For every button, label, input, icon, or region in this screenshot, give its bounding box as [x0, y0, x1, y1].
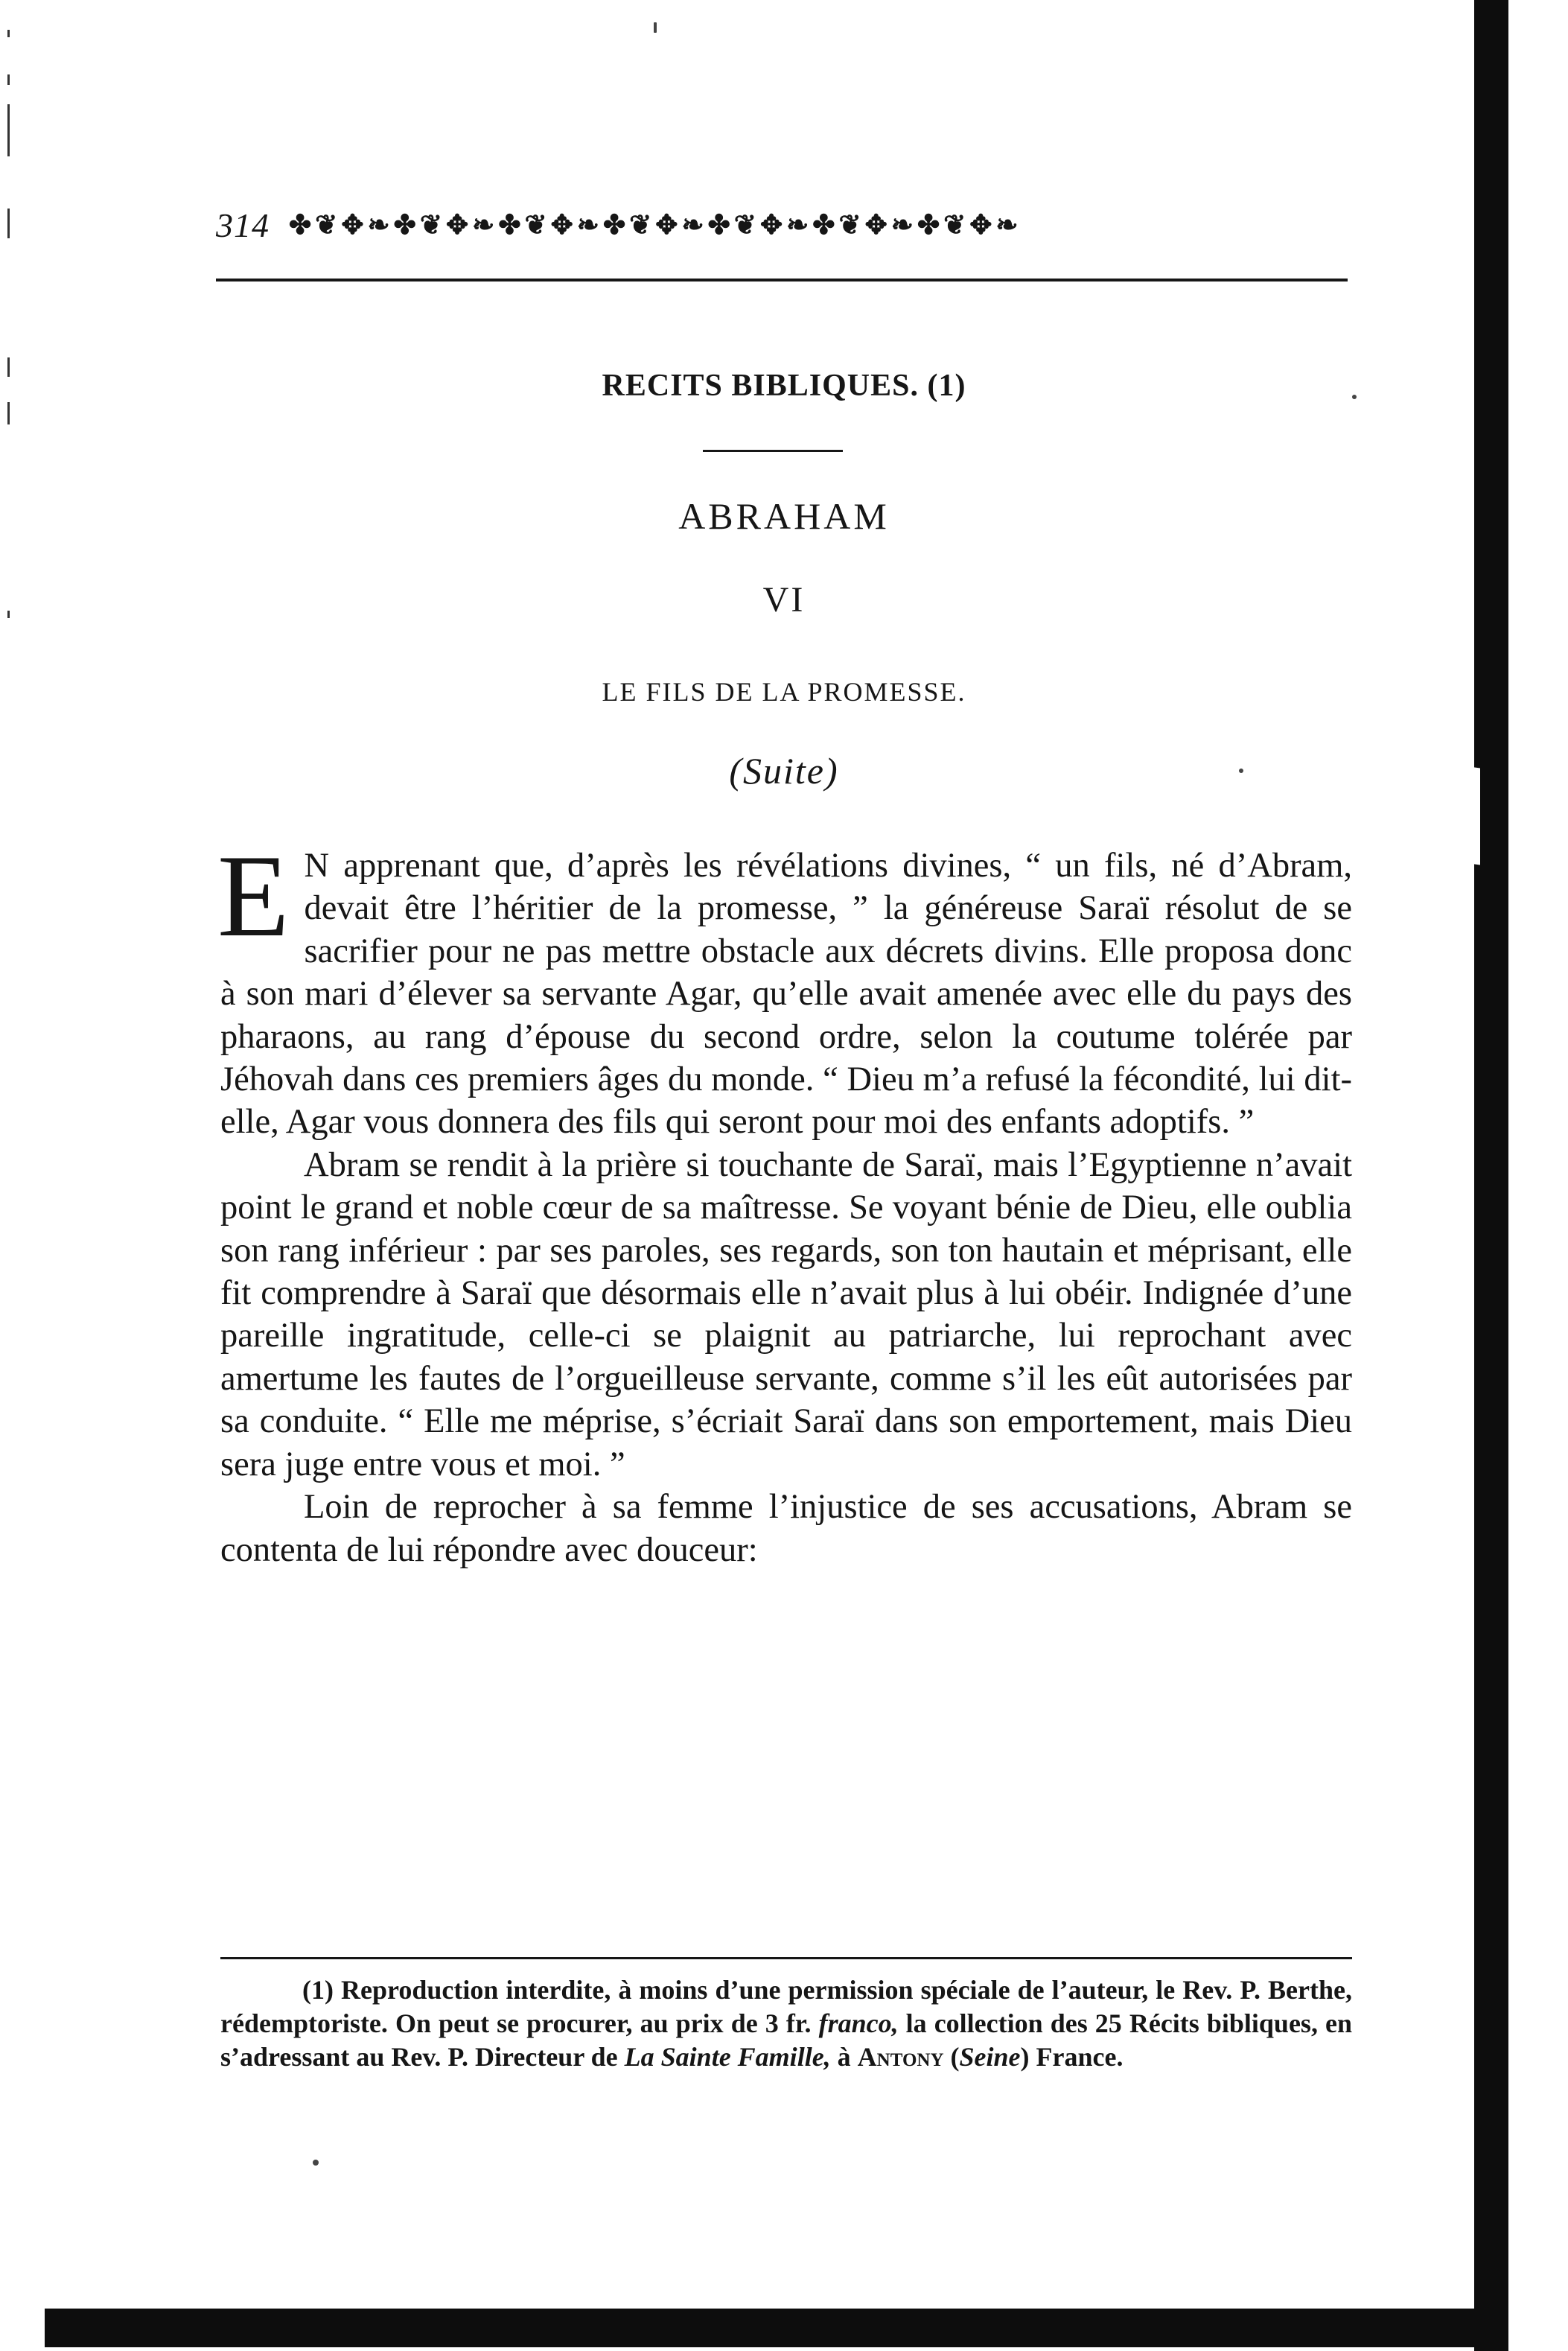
- footnote-franco: franco,: [818, 2008, 899, 2038]
- header-rule: [216, 279, 1348, 281]
- body-text: [217, 831, 1352, 1571]
- footnote-text: Reproduction interdite, à moins d’une permission spéciale de l’auteur, le Rev. P. Berthe, rédemptoriste. On peut se procurer, au prix de 3 fr.: [220, 1975, 1353, 2038]
- paragraph: Abram se rendit à la prière si touchante de Saraï, mais l’Egyptienne n’avait point le grand et noble cœur de sa maîtresse. Se voyant bénie de Dieu, elle oublia son rang inférieur : par ses paroles, ses regards, son ton hautain et méprisant, elle fit comprendre à Saraï que désormais elle n’avait plus à lui obéir. Indignée d’une pareille ingratitude, celle-ci se plaignit au patriarche, lui reprochant avec amertume les fautes de l’orgueilleuse servante, comme s’il les eût autorisées par sa conduite. “ Elle me méprise, s’écriait Saraï dans son emportement, mais Dieu sera juge entre vous et moi. ”: [220, 1145, 1352, 1483]
- title-rule: [703, 450, 843, 452]
- header-ornament: ✤❦✥❧✤❦✥❧✤❦✥❧✤❦✥❧✤❦✥❧✤❦✥❧✤❦✥❧: [289, 210, 1022, 240]
- paragraph: Loin de reprocher à sa femme l’injustice de ses accusations, Abram se contenta de lui répondre avec douceur:: [220, 1488, 1352, 1569]
- footnote-text: ) France.: [1020, 2042, 1124, 2072]
- page-number: 314: [216, 206, 270, 244]
- chapter-title: LE FILS DE LA PROMESSE.: [602, 677, 966, 707]
- footnote-rule: [220, 1957, 1352, 1959]
- scan-border-right: [1474, 0, 1508, 2351]
- footnote-marker: (1): [302, 1975, 334, 2005]
- section-title: RECITS BIBLIQUES. (1): [602, 369, 966, 403]
- footnote-place: Antony: [857, 2042, 944, 2072]
- scan-speck: [313, 2160, 319, 2166]
- footnote-publication: La Sainte Famille,: [624, 2042, 831, 2072]
- chapter-number: VI: [762, 580, 806, 620]
- scan-speck: [654, 22, 657, 33]
- running-head: [216, 203, 1348, 247]
- scan-border-bottom: [45, 2309, 1508, 2347]
- footnote-department: Seine: [959, 2042, 1021, 2072]
- footnote-text: la collection des 25 Récits bibliques, en s’adressant au Rev. P. Directeur de: [220, 2008, 1353, 2072]
- footnote: [220, 1973, 1352, 2074]
- paragraph: [217, 831, 1352, 1144]
- footnote-text: à: [830, 2042, 858, 2072]
- drop-cap: E: [217, 831, 290, 961]
- paragraph-text: N apprenant que, d’après les révélations divines, “ un fils, né d’Abram, devait être l’héritier de la promesse, ” la généreuse Saraï résolut de se sacrifier pour ne pas mettre obstacle aux décrets divins. Elle proposa donc à son mari d’élever sa servante Agar, qu’elle avait amenée avec elle du pays des pharaons, au rang d’épouse du second ordre, selon la coutume tolérée par Jéhovah dans ces premiers âges du monde. “ Dieu m’a refusé la fécondité, lui dit-elle, Agar vous donnera des fils qui seront pour moi des enfants adoptifs. ”: [220, 847, 1352, 1142]
- continued-label: (Suite): [729, 750, 839, 792]
- footnote-text: (: [943, 2042, 960, 2072]
- main-title: ABRAHAM: [678, 495, 890, 537]
